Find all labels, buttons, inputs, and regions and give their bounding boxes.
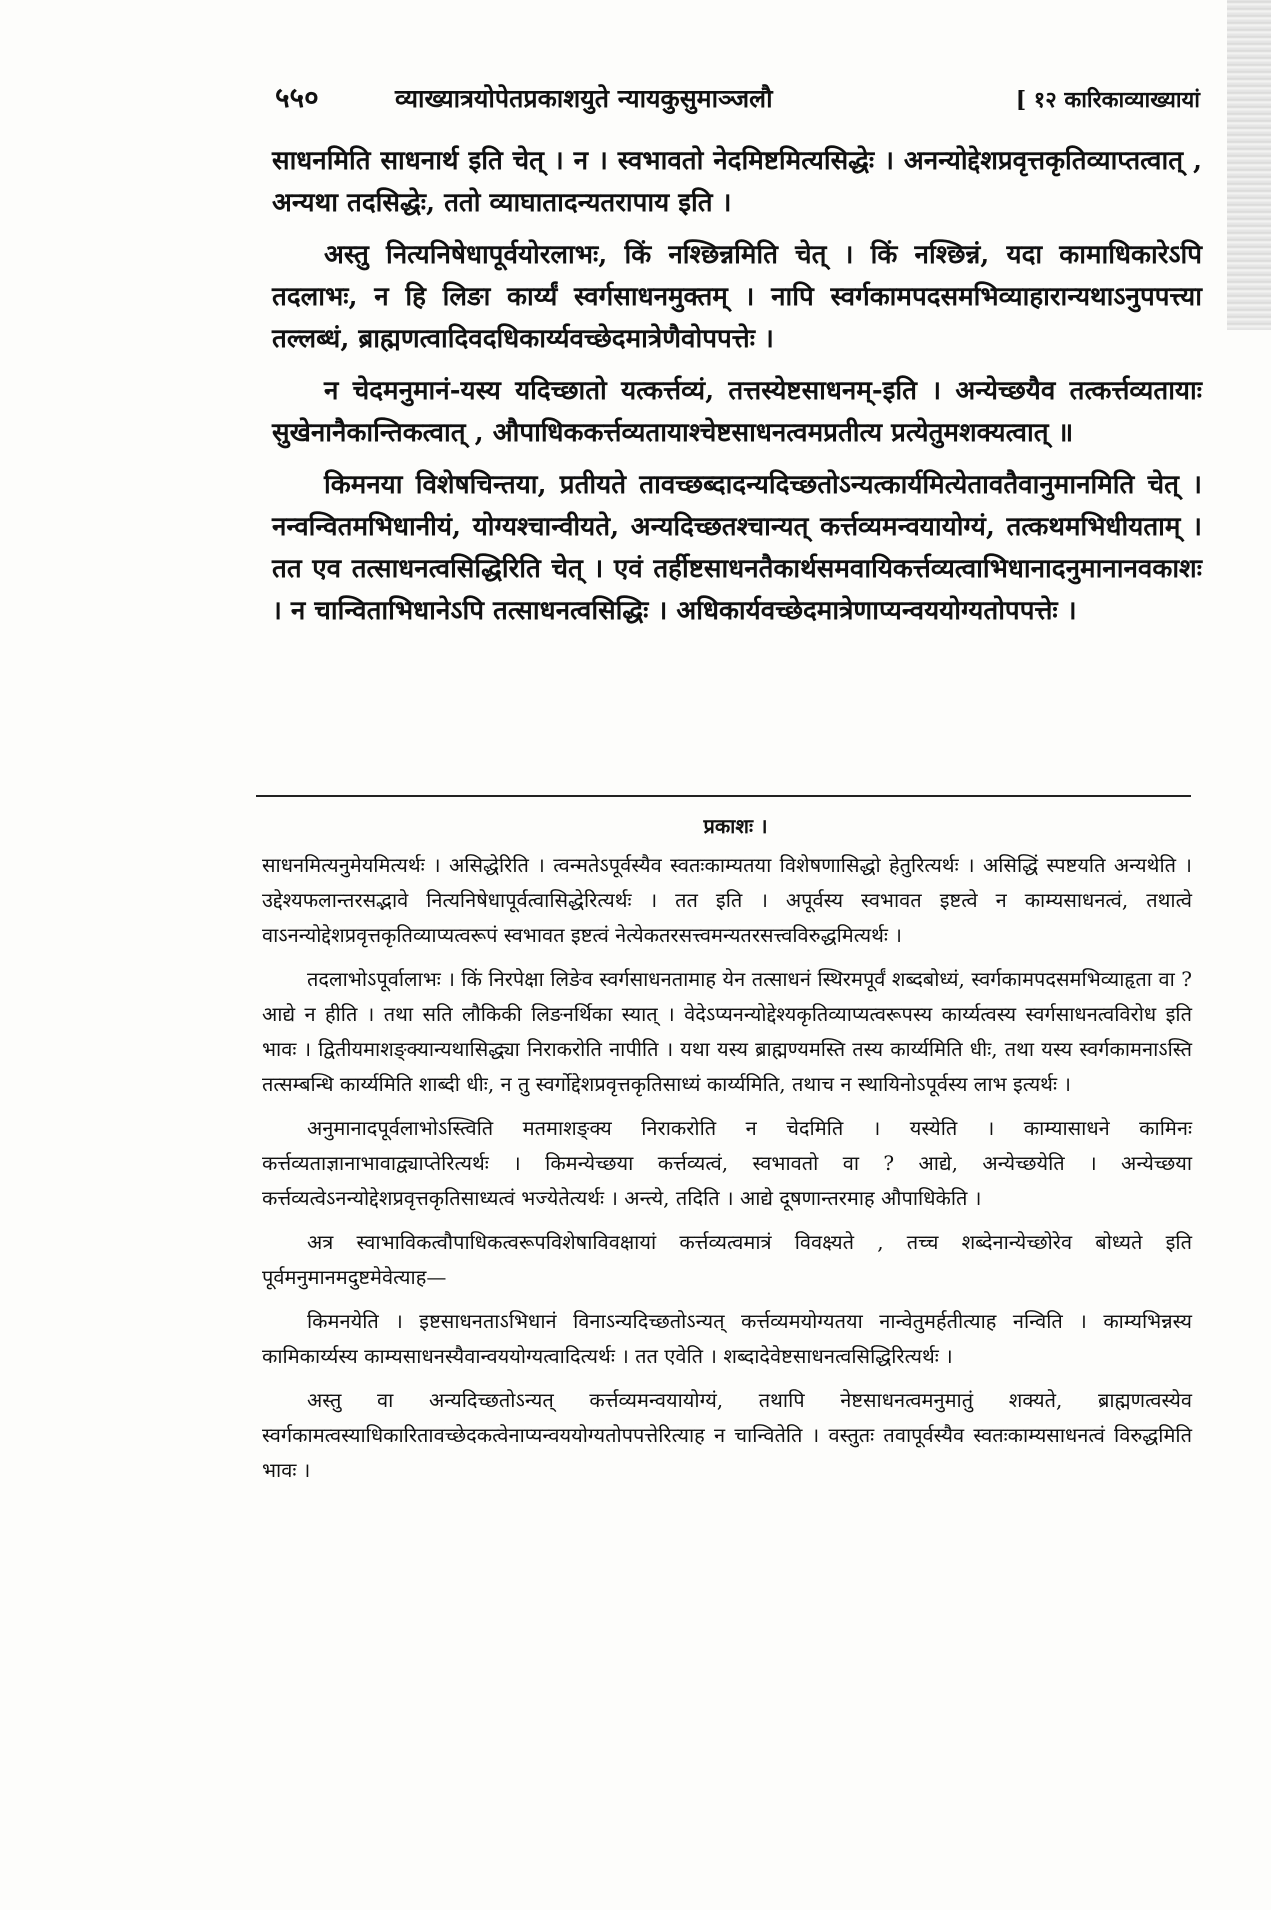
page-number: ५५० — [275, 81, 319, 114]
separator-rule — [256, 795, 1191, 797]
main-paragraph: साधनमिति साधनार्थ इति चेत् । न । स्वभावतो नेदमिष्टमित्यसिद्धेः । अनन्योद्देशप्रवृत्तकृतिव्याप्तत्वात् , अन्यथा तदसिद्धेः, ततो व्याघातादन्यतरापाय इति । — [272, 146, 1202, 218]
main-paragraph: अस्तु नित्यनिषेधापूर्वयोरलाभः, किं नश्छिन्नमिति चेत् । किं नश्छिन्नं, यदा कामाधिकारेऽपि तदलाभः, न हि लिङा कार्य्यं स्वर्गसाधनमुक्तम् । नापि स्वर्गकामपदसमभिव्याहारान्यथाऽनुपपत्त्या तल्लब्धं, ब्राह्मणत्वादिवदधिकार्य्यवच्छेदमात्रेणैवोपपत्तेः । — [272, 240, 1202, 354]
running-header — [275, 78, 1200, 120]
main-text — [272, 140, 1202, 642]
page-edge-shadow — [1227, 0, 1271, 330]
commentary-paragraph: अत्र स्वाभाविकत्वौपाधिकत्वरूपविशेषाविवक्षायां कर्त्तव्यत्वमात्रं विवक्ष्यते , तच्च शब्देनान्येच्छोरेव बोध्यते इति पूर्वमनुमानमदुष्टमेवेत्याह— — [262, 1230, 1192, 1289]
commentary-paragraph: साधनमित्यनुमेयमित्यर्थः । असिद्धेरिति । त्वन्मतेऽपूर्वस्यैव स्वतःकाम्यतया विशेषणासिद्धो हेतुरित्यर्थः । असिद्धिं स्पष्टयति अन्यथेति । उद्देश्यफलान्तरसद्भावे नित्यनिषेधापूर्वत्वासिद्धेरित्यर्थः । तत इति । अपूर्वस्य स्वभावत इष्टत्वे न काम्यसाधनत्वं, तथात्वे वाऽनन्योद्देशप्रवृत्तकृतिव्याप्यत्वरूपं स्वभावत इष्टत्वं नेत्येकतरसत्त्वमन्यतरसत्त्वविरुद्धमित्यर्थः । — [262, 853, 1192, 947]
commentary-paragraph: किमनयेति । इष्टसाधनताऽभिधानं विनाऽन्यदिच्छतोऽन्यत् कर्त्तव्यमयोग्यतया नान्वेतुमर्हतीत्याह नन्विति । काम्यभिन्नस्य कामिकार्य्यस्य काम्यसाधनस्यैवान्वययोग्यत्वादित्यर्थः । तत एवेति । शब्दादेवेष्टसाधनत्वसिद्धिरित्यर्थः । — [262, 1309, 1192, 1368]
commentary-paragraph: अनुमानादपूर्वलाभोऽस्त्विति मतमाशङ्क्य निराकरोति न चेदमिति । यस्येति । काम्यासाधने कामिनः कर्त्तव्यताज्ञानाभावाद्व्याप्तेरित्यर्थः । किमन्येच्छया कर्त्तव्यत्वं, स्वभावतो वा ? आद्ये, अन्येच्छयेति । अन्येच्छया कर्त्तव्यत्वेऽनन्योद्देशप्रवृत्तकृतिसाध्यत्वं भज्येतेत्यर्थः । अन्त्ये, तदिति । आद्ये दूषणान्तरमाह औपाधिकेति । — [262, 1116, 1192, 1210]
section-label: [ १२ कारिकाव्याख्यायां — [1015, 87, 1200, 113]
commentary-text — [262, 848, 1192, 1497]
main-paragraph: किमनया विशेषचिन्तया, प्रतीयते तावच्छब्दादन्यदिच्छतोऽन्यत्कार्यमित्येतावतैवानुमानमिति चेत् । नन्वन्वितमभिधानीयं, योग्यश्चान्वीयते, अन्यदिच्छतश्चान्यत् कर्त्तव्यमन्वयायोग्यं, तत्कथमभिधीयताम् । तत एव तत्साधनत्वसिद्धिरिति चेत् । एवं तर्हीष्टसाधनतैकार्थसमवायिकर्त्तव्यत्वाभिधानादनुमानानवकाशः । न चान्विताभिधानेऽपि तत्साधनत्वसिद्धिः । अधिकार्यवच्छेदमात्रेणाप्यन्वययोग्यतोपपत्तेः । — [272, 470, 1202, 626]
main-paragraph: न चेदमनुमानं-यस्य यदिच्छातो यत्कर्त्तव्यं, तत्तस्येष्टसाधनम्-इति । अन्येच्छयैव तत्कर्त्तव्यतायाः सुखेनानैकान्तिकत्वात् , औपाधिककर्त्तव्यतायाश्चेष्टसाधनत्वमप्रतीत्य प्रत्येतुमशक्यत्वात् ॥ — [272, 376, 1202, 448]
book-title: व्याख्यात्रयोपेतप्रकाशयुते न्यायकुसुमाञ्जलौ — [395, 84, 773, 113]
commentary-paragraph: तदलाभोऽपूर्वालाभः । किं निरपेक्षा लिङेव स्वर्गसाधनतामाह येन तत्साधनं स्थिरमपूर्वं शब्दबोध्यं, स्वर्गकामपदसमभिव्याहृता वा ? आद्ये न हीति । तथा सति लौकिकी लिङनर्थिका स्यात् । वेदेऽप्यनन्योद्देश्यकृतिव्याप्यत्वरूपस्य कार्य्यत्वस्य स्वर्गसाधनत्वविरोध इति भावः । द्वितीयमाशङ्क्यान्यथासिद्ध्या निराकरोति नापीति । यथा यस्य ब्राह्मण्यमस्ति तस्य कार्य्यमिति धीः, तथा यस्य स्वर्गकामनाऽस्ति तत्सम्बन्धि कार्य्यमिति शाब्दी धीः, न तु स्वर्गोद्देशप्रवृत्तकृतिसाध्यं कार्य्यमिति, तथाच न स्थायिनोऽपूर्वस्य लाभ इत्यर्थः । — [262, 967, 1192, 1096]
commentary-heading: प्रकाशः । — [703, 814, 768, 838]
commentary-paragraph: अस्तु वा अन्यदिच्छतोऽन्यत् कर्त्तव्यमन्वयायोग्यं, तथापि नेष्टसाधनत्वमनुमातुं शक्यते, ब्राह्मणत्वस्येव स्वर्गकामत्वस्याधिकारितावच्छेदकत्वेनाप्यन्वययोग्यतोपपत्तेरित्याह न चान्वितेति । वस्तुतः तवापूर्वस्यैव स्वतःकाम्यसाधनत्वं विरुद्धमिति भावः । — [262, 1388, 1192, 1482]
